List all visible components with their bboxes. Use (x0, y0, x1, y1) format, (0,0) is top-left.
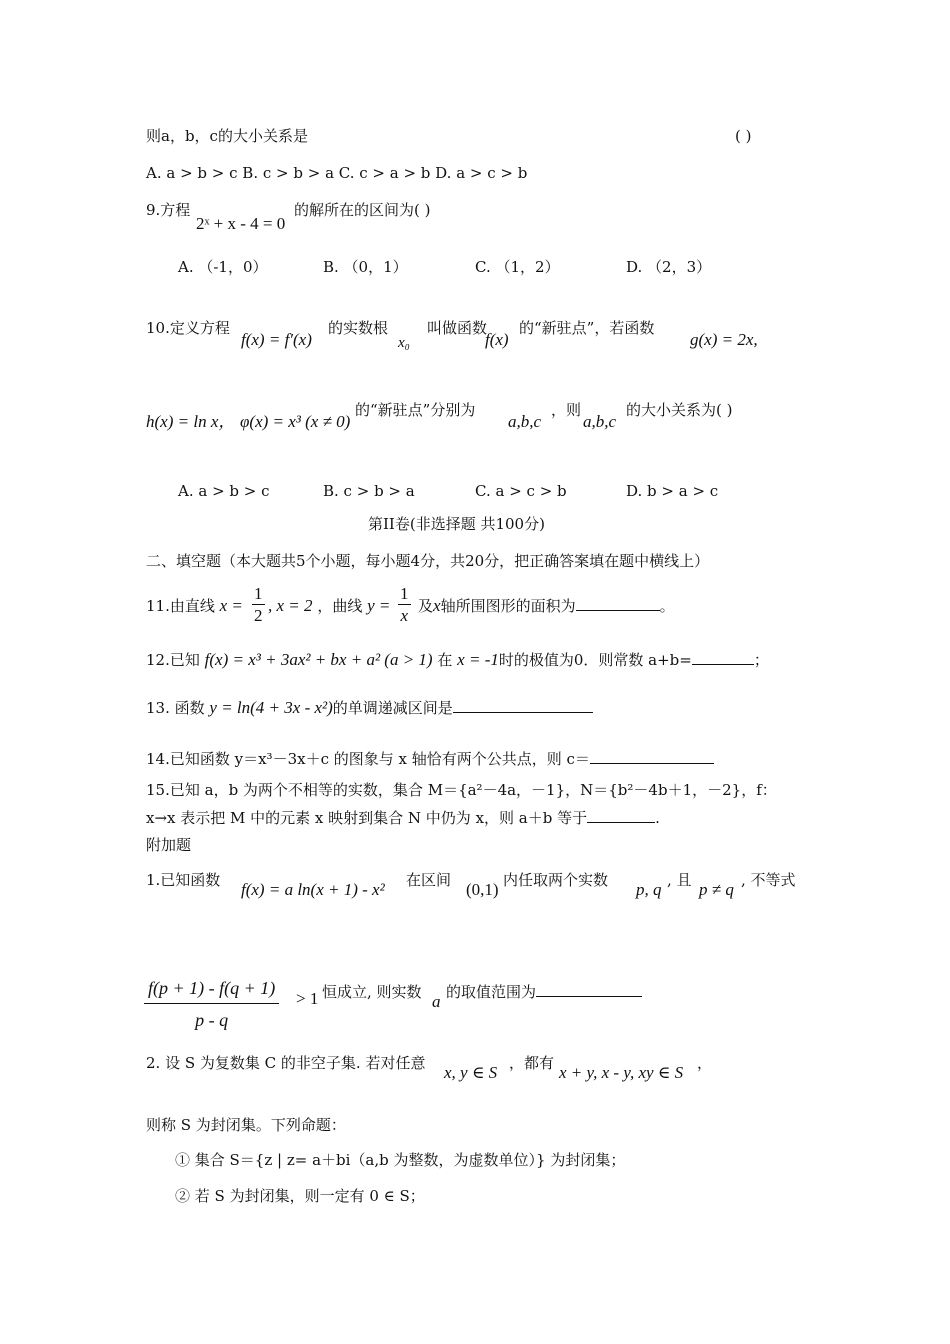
q9-equation: 2ˣ + x - 4 = 0 (196, 214, 286, 233)
a1-gt: > 1 (296, 989, 319, 1008)
a2-ops: x + y, x - y, xy ∈ S (559, 1063, 684, 1082)
q13-suffix: 的单调递减区间是 (332, 699, 453, 717)
q11-curve: ，曲线 (317, 597, 363, 615)
q10-option-d: D. b > a > c (626, 482, 719, 500)
q12-line (146, 650, 769, 670)
q8-options: A. a > b > c B. c > b > a C. c > a > b D. a > c > b (146, 164, 528, 182)
appendix-title: 附加题 (146, 836, 192, 854)
q10-phix: φ(x) = x³ (x ≠ 0) (240, 412, 351, 431)
q10-abc2: a,b,c (583, 412, 617, 431)
a2-item1: ① 集合 S＝{z | z= a＋bi（a,b 为整数，为虚数单位）} 为封闭集； (175, 1151, 626, 1169)
q10-text-f: ，则 (551, 401, 582, 419)
a2-mid: ，都有 (509, 1054, 555, 1072)
q11-line-c (418, 596, 675, 616)
q11-suffix-a: 及 (418, 597, 434, 615)
q13-answer-blank[interactable] (453, 698, 593, 713)
q10-x0: x₀ (398, 335, 410, 351)
q12-func: f(x) = x³ + 3ax² + bx + a² (a > 1) (204, 650, 433, 669)
a1-interval: (0,1) (466, 880, 499, 899)
a2-item2: ② 若 S 为封闭集，则一定有 0 ∈ S； (175, 1187, 425, 1205)
section2-header: 二、填空题（本大题共5个小题，每小题4分，共20分，把正确答案填在题中横线上） (146, 552, 710, 570)
q11-frac1-den: 2 (254, 606, 263, 625)
q11-x-axis: x (433, 596, 441, 615)
a1-line2-b: 的取值范围为 (446, 983, 537, 1001)
q11-prefix: 11.由直线 (146, 597, 215, 615)
q12-prefix: 12.已知 (146, 651, 200, 669)
q11-end: 。 (659, 597, 675, 615)
q15-line2 (146, 808, 660, 828)
q9-option-d: D. （2，3） (626, 258, 712, 276)
q11-frac-1x (398, 584, 411, 627)
q13-line (146, 698, 593, 718)
a2-xy: x, y ∈ S (444, 1063, 498, 1082)
q10-fx: f(x) (485, 330, 509, 349)
q11-mid: , x = 2 (268, 596, 313, 615)
a1-func: f(x) = a ln(x + 1) - x² (241, 880, 385, 899)
a1-line2-b-wrap (446, 982, 642, 1002)
q10-text-e: 的“新驻点”分别为 (355, 401, 476, 419)
q12-suffix: 时的极值为0．则常数 a+b= (498, 651, 692, 669)
a2-prefix: 2. 设 S 为复数集 C 的非空子集. 若对任意 (146, 1054, 426, 1072)
q11-suffix-b: 轴所围图形的面积为 (440, 597, 576, 615)
q10-text-g: 的大小关系为( ) (626, 401, 733, 419)
q14-line (146, 749, 714, 769)
q11-answer-blank[interactable] (576, 596, 660, 611)
a1-line2-a: 恒成立, 则实数 (322, 983, 422, 1001)
q15-answer-blank[interactable] (587, 808, 655, 823)
q9-option-a: A. （-1，0） (178, 258, 268, 276)
q10-eq1: f(x) = f′(x) (241, 330, 312, 349)
q15-line2-text: x→x 表示把 M 中的元素 x 映射到集合 N 中仍为 x，则 a＋b 等于 (146, 809, 588, 827)
a1-line2 (322, 982, 422, 1002)
q10-text-b: 的实数根 (328, 319, 389, 337)
q9-prefix: 9.方程 (146, 201, 191, 219)
q10-option-a: A. a > b > c (178, 482, 270, 500)
q8-stem: 则a，b，c的大小关系是 (146, 127, 308, 145)
a1-pneq: p ≠ q (699, 880, 734, 899)
q10-text-d: 的“新驻点”，若函数 (519, 319, 655, 337)
q11-x-eq: x = (219, 596, 243, 615)
section-title: 第II卷(非选择题 共100分) (368, 515, 545, 533)
a1-mid3: , 且 (667, 871, 692, 889)
q9-suffix: 的解所在的区间为( ) (294, 201, 431, 219)
q10-abc1: a,b,c (508, 412, 542, 431)
a1-end: , 不等式 (741, 871, 796, 889)
q9-option-c: C. （1，2） (475, 258, 560, 276)
q12-mid: 在 (437, 651, 453, 669)
q15-line1: 15.已知 a，b 为两个不相等的实数，集合 M＝{a²－4a，－1}，N＝{b²－4b＋1，－2}，f： (146, 781, 777, 799)
q11-line (146, 596, 243, 616)
q11-frac-half (252, 584, 265, 627)
q10-option-c: C. a > c > b (475, 482, 567, 500)
a1-inequality-frac (144, 978, 279, 1031)
q10-gx: g(x) = 2x, (690, 330, 758, 349)
q9-line (146, 200, 190, 220)
q10-hx: h(x) = ln x， (146, 412, 236, 431)
q14-text: 14.已知函数 y＝x³－3x＋c 的图象与 x 轴恰有两个公共点，则 c＝ (146, 750, 590, 768)
a2-line2: 则称 S 为封闭集。下列命题： (146, 1116, 346, 1134)
a1-frac-den: p - q (195, 1010, 229, 1030)
a1-frac-num: f(p + 1) - f(q + 1) (144, 978, 279, 1004)
q15-end: . (655, 809, 660, 827)
q10-prefix: 10.定义方程 (146, 319, 230, 337)
q11-frac1-num: 1 (254, 584, 263, 603)
a1-a: a (432, 992, 441, 1011)
a1-mid2: 内任取两个实数 (503, 871, 609, 889)
q10-text-c: 叫做函数 (427, 319, 488, 337)
a2-end: ， (697, 1054, 713, 1072)
q8-bracket: ( ) (735, 127, 752, 145)
q12-end: ； (753, 651, 769, 669)
q12-answer-blank[interactable] (692, 650, 754, 665)
a1-mid1: 在区间 (406, 871, 452, 889)
q10-option-b: B. c > b > a (323, 482, 415, 500)
q11-y-eq: y = (367, 596, 391, 615)
q9-option-b: B. （0，1） (323, 258, 408, 276)
q11-frac2-num: 1 (400, 584, 409, 603)
q12-point: x = -1 (457, 650, 499, 669)
q11-frac2-den: x (400, 606, 409, 625)
a1-prefix: 1.已知函数 (146, 871, 221, 889)
q13-func: y = ln(4 + 3x - x²) (209, 698, 333, 717)
q13-prefix: 13. 函数 (146, 699, 205, 717)
a1-pq: p, q (636, 880, 662, 899)
a1-answer-blank[interactable] (536, 982, 642, 997)
q14-answer-blank[interactable] (590, 749, 714, 764)
q11-line-b (268, 596, 390, 616)
